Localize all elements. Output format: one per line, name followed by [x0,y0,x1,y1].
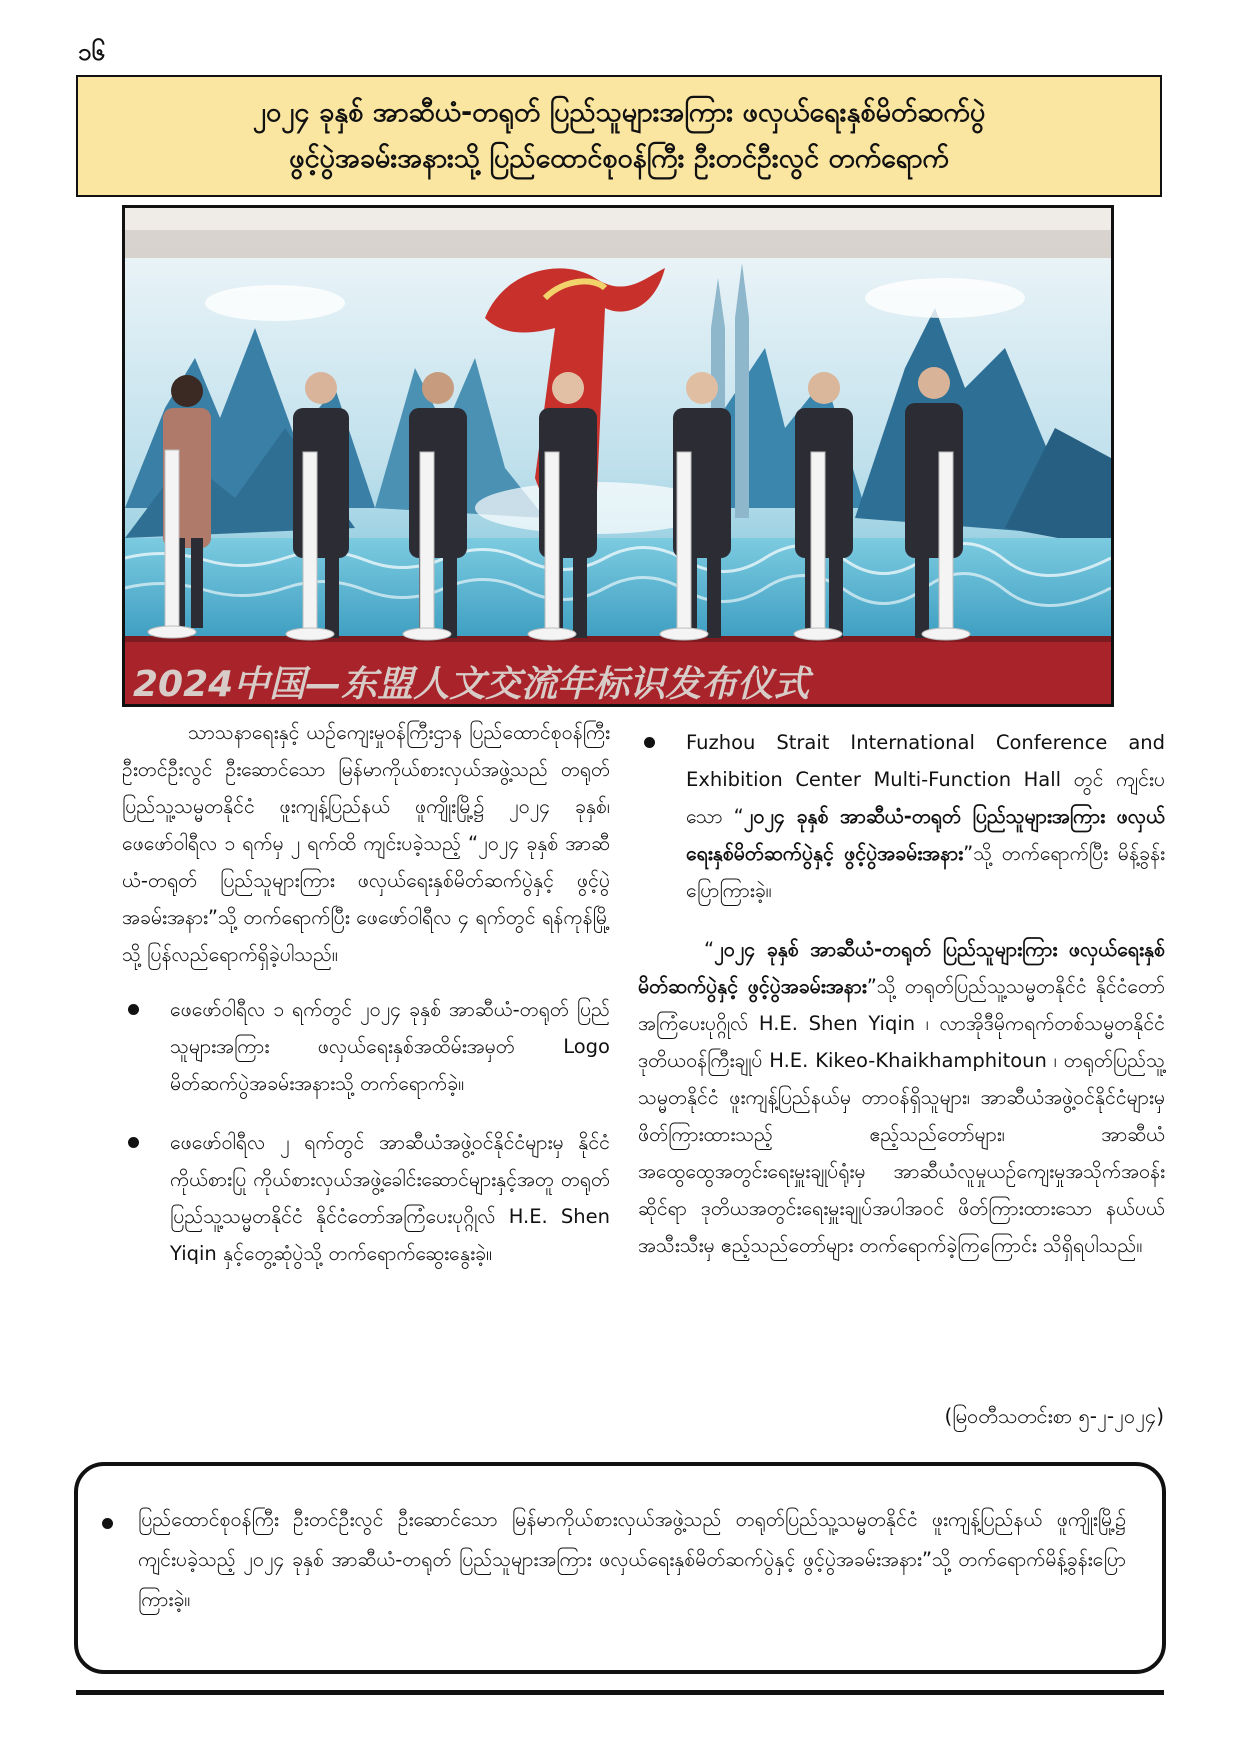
bullet-text-start: Fuzhou Strait International Conference and Exhibition Center Multi-Function Hall တွင် ကျင်းပသော “ [686,731,1165,828]
list-item [122,1124,610,1272]
intro-paragraph: သာသနာရေးနှင့် ယဉ်ကျေးမှုဝန်ကြီးဌာန ပြည်ထောင်စုဝန်ကြီး ဦးတင်ဦးလွင် ဦးဆောင်သော မြန်မာကိုယ်စားလှယ်အဖွဲ့သည် တရုတ်ပြည်သူ့သမ္မတနိုင်ငံ ဖူးကျန့်ပြည်နယ် ဖူကျိုးမြို့၌ ၂၀၂၄ ခုနှစ်၊ ဖေဖော်ဝါရီလ ၁ ရက်မှ ၂ ရက်ထိ ကျင်းပခဲ့သည့် “၂၀၂၄ ခုနှစ် အာဆီယံ-တရုတ် ပြည်သူများကြား ဖလှယ်ရေးနှစ်မိတ်ဆက်ပွဲနှင့် ဖွင့်ပွဲအခမ်းအနား”သို့ တက်ရောက်ပြီး ဖေဖော်ဝါရီလ ၄ ရက်တွင် ရန်ကုန်မြို့သို့ ပြန်လည်ရောက်ရှိခဲ့ပါသည်။ [122,721,610,966]
attendees-paragraph [638,931,1165,1264]
summary-text: ပြည်ထောင်စုဝန်ကြီး ဦးတင်ဦးလွင် ဦးဆောင်သော မြန်မာကိုယ်စားလှယ်အဖွဲ့သည် တရုတ်ပြည်သူ့သမ္မတနိုင်ငံ ဖူးကျန့်ပြည်နယ် ဖူကျိုးမြို့၌ ကျင်းပခဲ့သည့် ၂၀၂၄ ခုနှစ် အာဆီယံ-တရုတ် ပြည်သူများအကြား ဖလှယ်ရေးနှစ်မိတ်ဆက်ပွဲနှင့် ဖွင့်ပွဲအခမ်းအနား”သို့ တက်ရောက်မိန့်ခွန်းပြောကြားခဲ့။ [138,1508,1126,1611]
list-item [638,724,1165,909]
headline-line-2: ဖွင့်ပွဲအခမ်းအနားသို့ ပြည်ထောင်စုဝန်ကြီး ဦးတင်ဦးလွင် တက်ရောက် [289,143,949,174]
source-citation: (မြဝတီသတင်းစာ ၅-၂-၂၀၂၄) [944,1404,1164,1428]
bullet-icon [644,737,655,748]
headline-line-1: ၂၀၂၄ ခုနှစ် အာဆီယံ-တရုတ် ပြည်သူများအကြား ဖလှယ်ရေးနှစ်မိတ်ဆက်ပွဲ [252,97,986,128]
banner-text: 2024中国—东盟人文交流年标识发布仪式 [133,664,810,704]
paragraph-event-name: ၂၀၂၄ ခုနှစ် အာဆီယံ-တရုတ် ပြည်သူများကြား ဖလှယ်ရေးနှစ်မိတ်ဆက်ပွဲနှင့် ဖွင့်ပွဲအခမ်းအနား [638,938,1165,998]
bullet-icon [128,1004,139,1015]
bullet-text-end: ”သို့ တက်ရောက်ပြီး မိန့်ခွန်းပြောကြားခဲ့။ [686,842,1165,902]
list-item [122,991,610,1102]
right-column [638,724,1165,1282]
bullet-text: ဖေဖော်ဝါရီလ ၂ ရက်တွင် အာဆီယံအဖွဲ့ဝင်နိုင်ငံများမှ နိုင်ငံကိုယ်စားပြု ကိုယ်စားလှယ်အဖွဲ့ခေါင်းဆောင်များနှင့်အတူ တရုတ်ပြည်သူ့သမ္မတနိုင်ငံ နိုင်ငံတော်အကြံပေးပုဂ္ဂိုလ် H.E. Shen Yiqin နှင့်တွေ့ဆုံပွဲသို့ တက်ရောက်ဆွေးနွေးခဲ့။ [170,1131,610,1265]
bullet-icon [128,1137,139,1148]
summary-box [74,1462,1166,1674]
bullet-icon [102,1518,113,1529]
footer-rule [76,1690,1164,1695]
page-number: ၁၆ [78,38,105,66]
left-column [122,714,610,1294]
bullet-event-name: ၂၀၂၄ ခုနှစ် အာဆီယံ-တရုတ် ပြည်သူများအကြား ဖလှယ်ရေးနှစ်မိတ်ဆက်ပွဲနှင့် ဖွင့်ပွဲအခမ်းအနား [686,805,1165,865]
headline-box [76,75,1162,197]
event-photo [122,205,1114,707]
bullet-text: ဖေဖော်ဝါရီလ ၁ ရက်တွင် ၂၀၂၄ ခုနှစ် အာဆီယံ-တရုတ် ပြည်သူများအကြား ဖလှယ်ရေးနှစ်အထိမ်းအမှတ် Logo မိတ်ဆက်ပွဲအခမ်းအနားသို့ တက်ရောက်ခဲ့။ [170,998,610,1095]
quote-open: “ [704,938,715,961]
paragraph-text: ”သို့ တရုတ်ပြည်သူ့သမ္မတနိုင်ငံ နိုင်ငံတော်အကြံပေးပုဂ္ဂိုလ် H.E. Shen Yiqin ၊ လာအိုဒီမိုကရက်တစ်သမ္မတနိုင်ငံ ဒုတိယဝန်ကြီးချုပ် H.E. Kikeo-Khaikhamphitoun ၊ တရုတ်ပြည်သူ့သမ္မတနိုင်ငံ ဖူးကျန့်ပြည်နယ်မှ တာဝန်ရှိသူများ၊ အာဆီယံအဖွဲ့ဝင်နိုင်ငံများမှ ဖိတ်ကြားထားသည့် ဧည့်သည်တော်များ၊ အာဆီယံအထွေထွေအတွင်းရေးမှူးချုပ်ရုံးမှ အာဆီယံလူမှုယဉ်ကျေးမှုအသိုက်အဝန်းဆိုင်ရာ ဒုတိယအတွင်းရေးမှူးချုပ်အပါအဝင် ဖိတ်ကြားထားသော နယ်ပယ်အသီးသီးမှ ဧည့်သည်တော်များ တက်ရောက်ခဲ့ကြကြောင်း သိရှိရပါသည်။ [638,975,1165,1257]
